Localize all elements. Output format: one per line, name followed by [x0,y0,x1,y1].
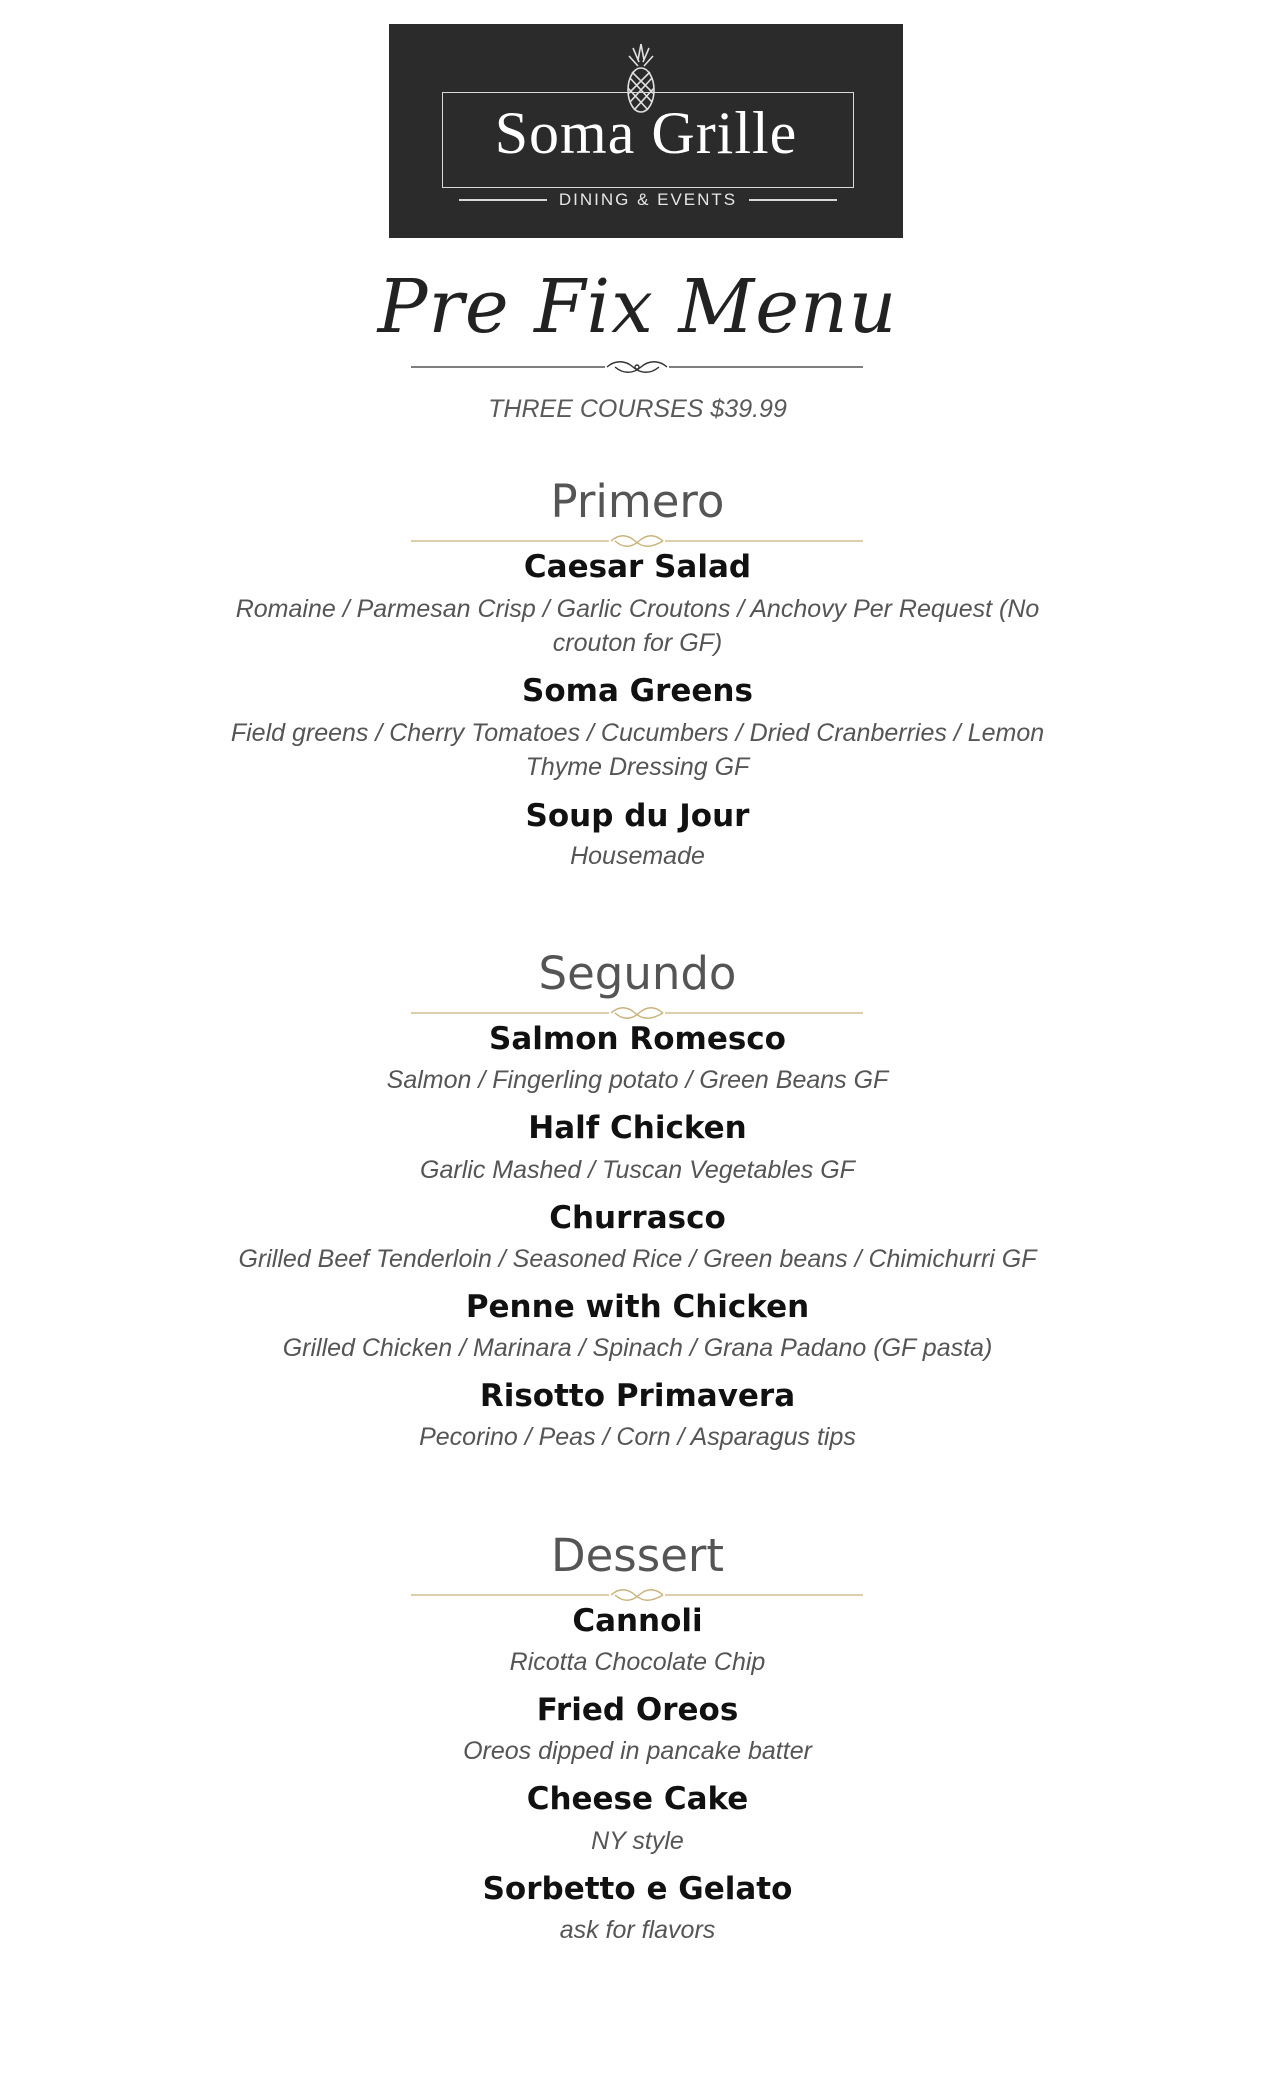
menu-item-description: Housemade [570,842,705,870]
section-divider [411,534,863,548]
menu-item-name: Churrasco [549,1200,726,1236]
menu-item-description: Oreos dipped in pancake batter [463,1737,812,1765]
logo-tagline-row [442,190,854,210]
menu-item-description: Field greens / Cherry Tomatoes / Cucumbers / Dried Cranberries / Lemon Thyme Dressing GF [230,719,1045,781]
menu-item-name: Sorbetto e Gelato [482,1871,793,1907]
tagline-rule-right [749,199,837,201]
menu-item-name: Fried Oreos [536,1692,739,1728]
section-title-primero: Primero [550,475,725,528]
menu-item-description: Salmon / Fingerling potato / Green Beans GF [386,1066,889,1094]
logo-tagline: DINING & EVENTS [558,190,738,209]
menu-item-description: Garlic Mashed / Tuscan Vegetables GF [420,1156,855,1184]
section-title-dessert: Dessert [550,1529,725,1582]
menu-item-name: Soma Greens [522,673,753,709]
restaurant-logo [389,24,903,238]
menu-item-name: Half Chicken [528,1110,747,1146]
menu-item-name: Penne with Chicken [465,1289,810,1325]
menu-item-description: Ricotta Chocolate Chip [509,1648,766,1676]
menu-item-description: Pecorino / Peas / Corn / Asparagus tips [419,1423,856,1451]
menu-item-description: ask for flavors [559,1916,716,1944]
tagline-rule-left [459,199,547,201]
section-divider [411,1588,863,1602]
menu-item-name: Risotto Primavera [479,1378,796,1414]
menu-item-name: Cannoli [572,1603,703,1639]
menu-item-description: Grilled Beef Tenderloin / Seasoned Rice / Green beans / Chimichurri GF [238,1245,1037,1273]
section-divider [411,1006,863,1020]
section-title-segundo: Segundo [538,947,737,1000]
logo-name: Soma Grille [494,100,798,166]
menu-title: Pre Fix Menu [377,264,898,350]
title-divider [411,360,863,374]
menu-item-name: Caesar Salad [523,549,752,585]
menu-item-name: Cheese Cake [526,1781,749,1817]
menu-item-description: NY style [591,1827,684,1855]
menu-item-name: Soup du Jour [525,798,750,834]
menu-item-description: Romaine / Parmesan Crisp / Garlic Croutons / Anchovy Per Request (No crouton for GF) [235,595,1040,657]
menu-item-description: Grilled Chicken / Marinara / Spinach / Grana Padano (GF pasta) [282,1334,993,1362]
price-line: THREE COURSES $39.99 [488,395,787,423]
menu-item-name: Salmon Romesco [489,1021,786,1057]
